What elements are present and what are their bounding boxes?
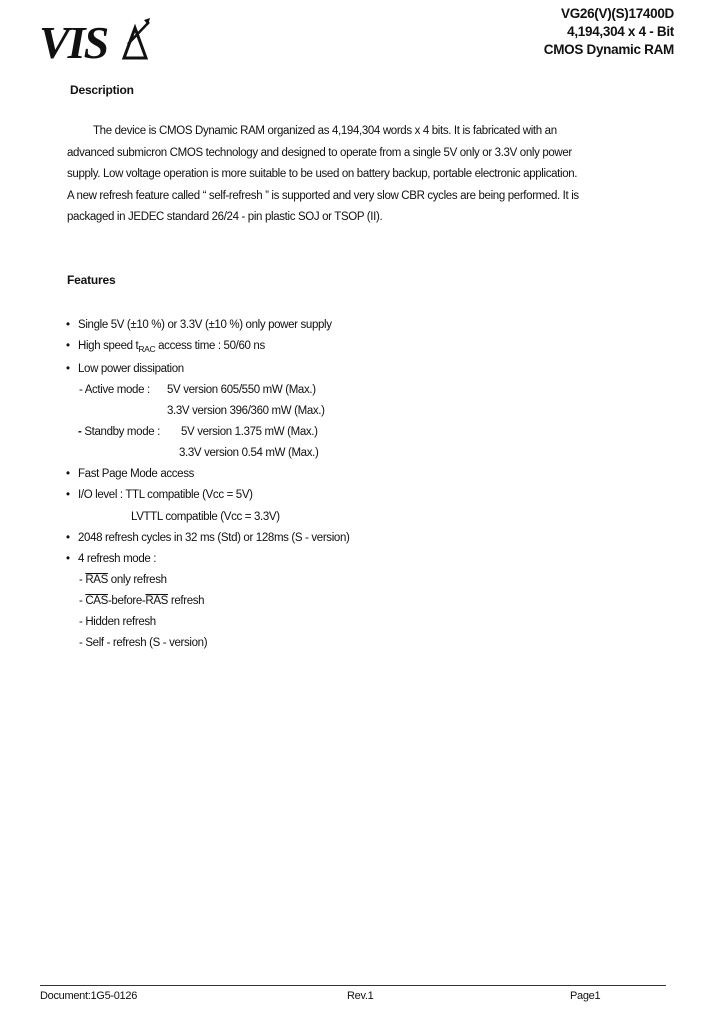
bullet-icon: • — [66, 489, 70, 501]
vis-logo-text: VIS — [39, 17, 108, 62]
description-paragraph — [67, 121, 627, 229]
description-line: advanced submicron CMOS technology and designed to operate from a single 5V only or 3.3V only power — [67, 146, 572, 159]
bullet-icon: • — [66, 468, 70, 480]
vis-logo — [38, 14, 150, 62]
bullet-icon: • — [66, 319, 70, 331]
self-refresh: - Self - refresh (S - version) — [79, 637, 208, 649]
cas-before-ras-refresh: - $\overline{CAS}-before-\overline{RAS}$ refresh — [79, 595, 205, 607]
ras-only-refresh: - $\overline{RAS}$ only refresh — [79, 574, 167, 586]
page-number: Page1 — [570, 990, 601, 1002]
lvttl-compatible: LVTTL compatible (Vcc = 3.3V) — [131, 511, 280, 523]
cas-signal: $\overline{CAS}$ — [85, 595, 108, 607]
description-heading: Description — [70, 83, 134, 97]
bullet-icon: • — [66, 532, 70, 544]
ras-signal: $\overline{RAS}$ — [85, 574, 108, 586]
feature-fast-page: • Fast Page Mode access — [66, 468, 195, 480]
hidden-refresh: - Hidden refresh — [79, 616, 156, 628]
footer-divider — [40, 985, 666, 986]
document-number: Document:1G5-0126 — [40, 990, 138, 1002]
active-33v: 3.3V version 396/360 mW (Max.) — [167, 405, 325, 417]
description-line: The device is CMOS Dynamic RAM organized as 4,194,304 words x 4 bits. It is fabricated with an — [93, 125, 557, 137]
active-mode-label: - Active mode : — [79, 384, 150, 396]
ras-signal: $\overline{RAS}$ — [145, 595, 169, 607]
feature-single-supply: • Single 5V (±10 %) or 3.3V (±10 %) only power supply — [66, 319, 332, 331]
organization: 4,194,304 x 4 - Bit — [567, 24, 674, 39]
description-line: A new refresh feature called “ self-refresh ” is supported and very slow CBR cycles are being performed. It is — [67, 189, 579, 202]
trac-subscript: RAC — [138, 344, 156, 354]
device-type: CMOS Dynamic RAM — [543, 42, 674, 57]
standby-33v: 3.3V version 0.54 mW (Max.) — [179, 447, 319, 459]
description-line: packaged in JEDEC standard 26/24 - pin plastic SOJ or TSOP (II). — [67, 211, 383, 224]
description-line: supply. Low voltage operation is more suitable to be used on battery backup, portable electronic application. — [67, 168, 578, 181]
part-number: VG26(V)(S)17400D — [560, 6, 674, 21]
logo-delta-mark — [124, 18, 150, 58]
feature-io-level: • I/O level : TTL compatible (Vcc = 5V) — [66, 489, 253, 501]
bullet-icon: • — [66, 553, 70, 565]
bullet-icon: • — [66, 340, 70, 352]
feature-low-power: • Low power dissipation — [66, 363, 184, 375]
feature-refresh-cycles: • 2048 refresh cycles in 32 ms (Std) or 128ms (S - version) — [66, 532, 350, 544]
features-heading: Features — [67, 273, 116, 287]
active-5v: 5V version 605/550 mW (Max.) — [167, 384, 316, 396]
revision: Rev.1 — [347, 990, 374, 1002]
bullet-icon: • — [66, 363, 70, 375]
feature-high-speed: • High speed $t_{RAC}$ access time : 50/60 ns — [66, 340, 265, 354]
standby-5v: 5V version 1.375 mW (Max.) — [181, 426, 318, 438]
feature-refresh-modes: • 4 refresh mode : — [66, 553, 157, 565]
standby-mode-label: - Standby mode : — [78, 426, 160, 438]
